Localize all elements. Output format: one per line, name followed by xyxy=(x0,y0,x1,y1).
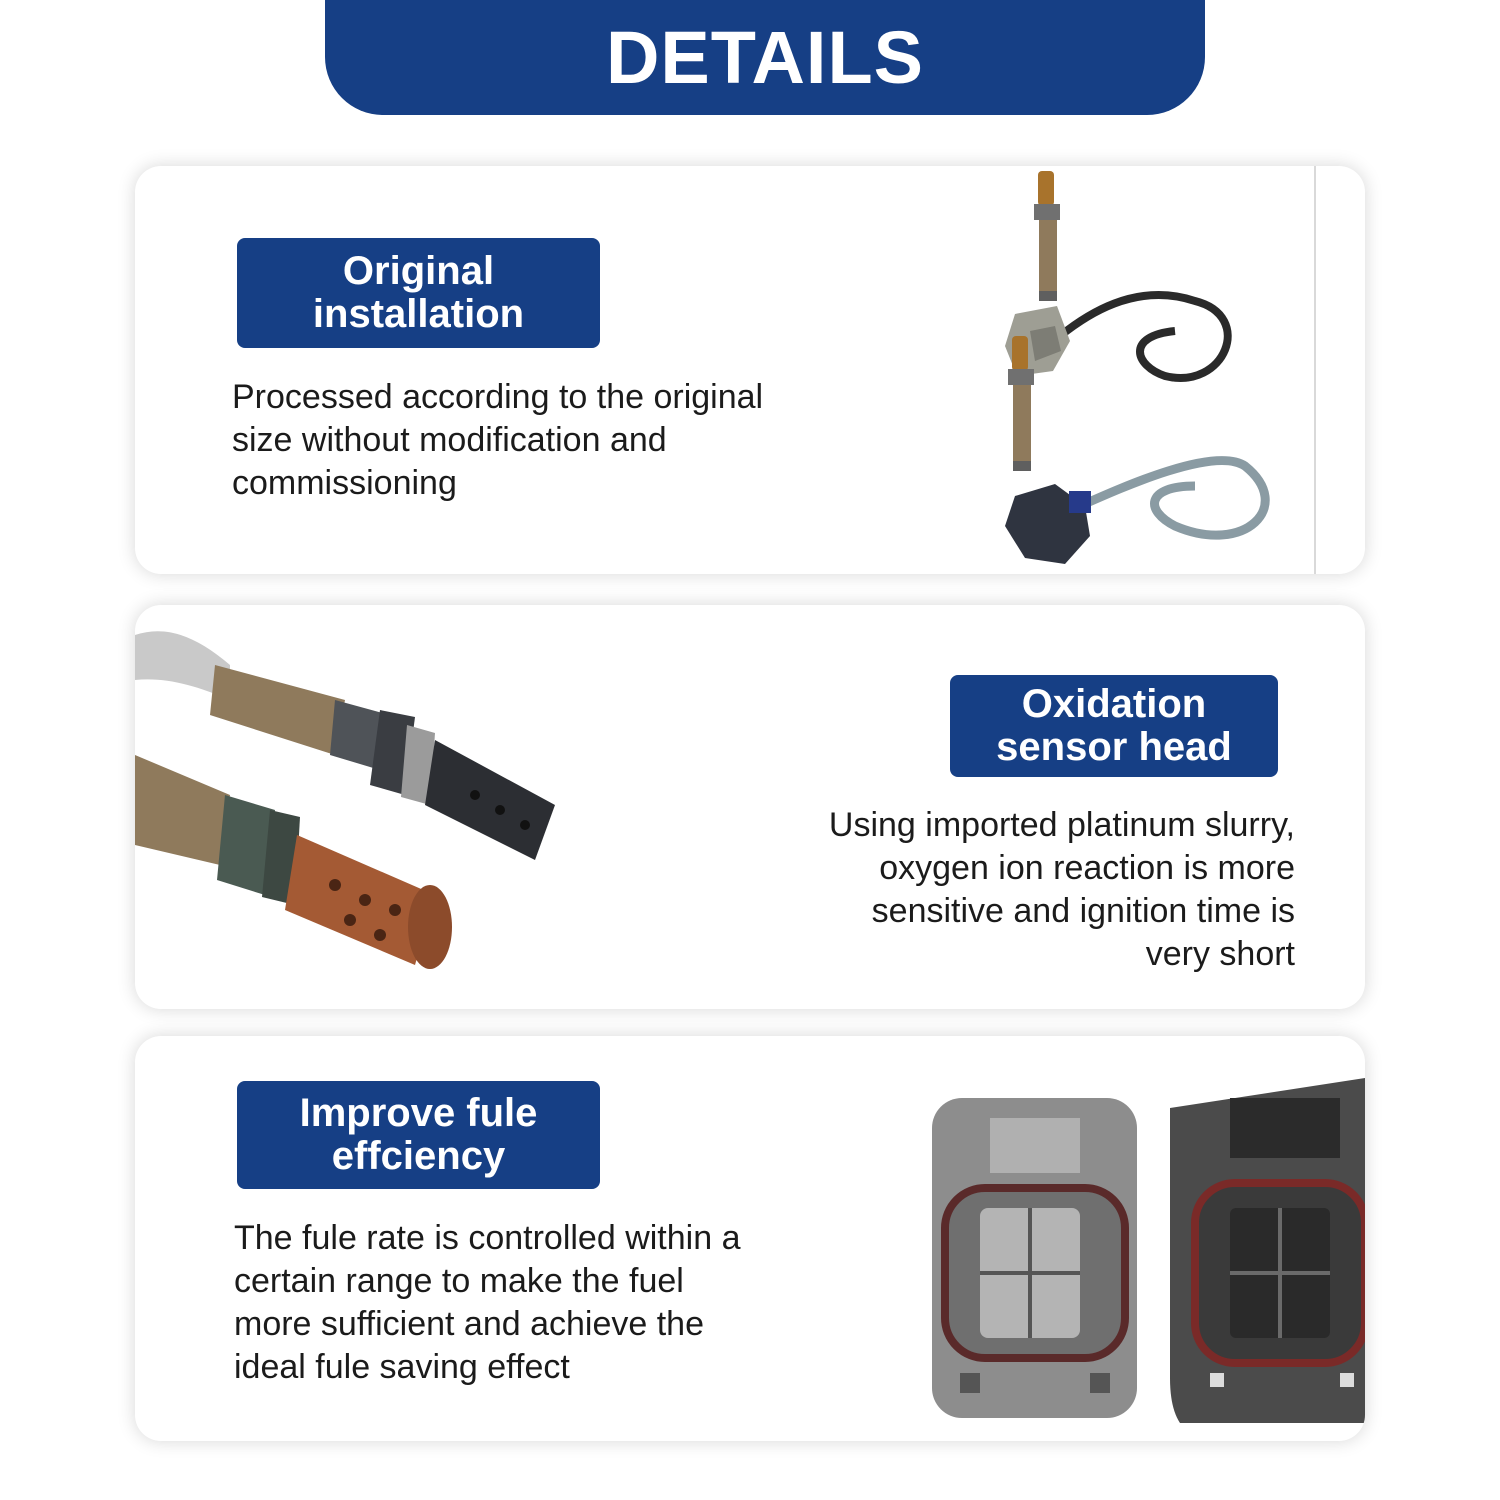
connector-plugs-image xyxy=(930,1078,1365,1423)
feature-card-oxidation-sensor-head xyxy=(135,605,1365,1009)
badge-line: Oxidation xyxy=(1021,682,1207,726)
description-line: certain range to make the fuel xyxy=(234,1262,684,1300)
description-line: sensitive and ignition time is xyxy=(871,892,1295,930)
badge-line: sensor head xyxy=(996,725,1232,769)
description-line: commissioning xyxy=(232,464,457,502)
description-line: more sufficient and achieve the xyxy=(234,1305,704,1343)
feature-card-improve-fuel-efficiency xyxy=(135,1036,1365,1441)
feature-card-original-installation xyxy=(135,166,1365,574)
oxygen-sensor-pair-image xyxy=(995,166,1365,574)
description-line: oxygen ion reaction is more xyxy=(879,849,1295,887)
details-header xyxy=(325,0,1205,115)
description-line: Using imported platinum slurry, xyxy=(828,806,1295,844)
feature-badge xyxy=(950,675,1278,777)
sensor-head-closeup-image xyxy=(135,605,575,1009)
description-line: The fule rate is controlled within a xyxy=(234,1219,741,1257)
badge-line: installation xyxy=(312,292,525,336)
header-title: DETAILS xyxy=(605,16,925,99)
feature-description xyxy=(234,1217,874,1389)
badge-line: Improve fule xyxy=(299,1091,538,1135)
description-line: Processed according to the original xyxy=(232,378,764,416)
description-line: size without modification and xyxy=(232,421,667,459)
feature-badge xyxy=(237,1081,600,1189)
feature-description xyxy=(695,804,1295,976)
description-line: ideal fule saving effect xyxy=(234,1348,570,1386)
feature-description xyxy=(232,376,872,505)
feature-badge xyxy=(237,238,600,348)
badge-line: effciency xyxy=(331,1134,506,1178)
badge-line: Original xyxy=(342,249,495,293)
description-line: very short xyxy=(1145,935,1295,973)
